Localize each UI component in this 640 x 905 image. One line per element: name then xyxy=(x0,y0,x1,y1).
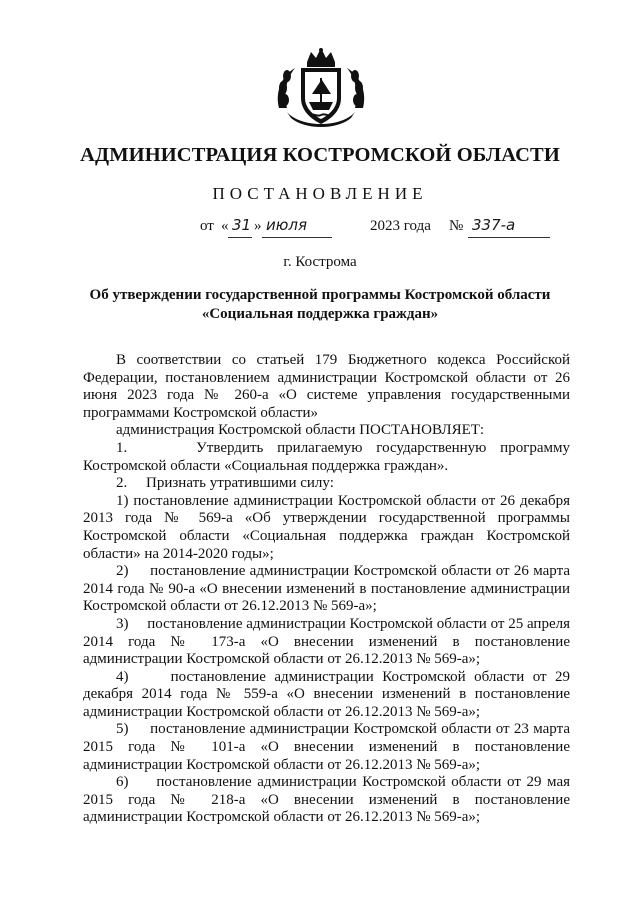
document-title xyxy=(70,286,570,324)
document-type: ПОСТАНОВЛЕНИЕ xyxy=(212,184,428,203)
repealed-item-2: 2) постановление администрации Костромской области от 26 марта 2014 года № 90-а «О внесении изменений в постановление администрации Костромской области от 26.12.2013 № 569-а»; xyxy=(83,563,570,615)
clause-1: 1. Утвердить прилагаемую государственную программу Костромской области «Социальная поддержка граждан». xyxy=(83,439,570,474)
repealed-item-3: 3) постановление администрации Костромской области от 25 апреля 2014 года № 173-а «О внесении изменений в постановление администрации Костромской области от 26.12.2013 № 569-а»; xyxy=(83,615,570,668)
city: г. Кострома xyxy=(283,254,357,270)
handwritten-day: 31 xyxy=(232,216,252,234)
number-underline xyxy=(468,237,550,238)
quote-close: » xyxy=(254,218,262,234)
repealed-item-4: 4) постановление администрации Костромской области от 29 декабря 2014 года № 559-а «О внесении изменений в постановление администрации Костромской области от 26.12.2013 № 569-а»; xyxy=(83,668,570,720)
handwritten-number: 337-а xyxy=(472,216,516,234)
organization-name: АДМИНИСТРАЦИЯ КОСТРОМСКОЙ ОБЛАСТИ xyxy=(80,144,560,166)
day-underline xyxy=(228,237,252,238)
quote-open: « xyxy=(221,218,229,234)
repealed-item-5: 5) постановление администрации Костромской области от 23 марта 2015 года № 101-а «О внесении изменений в постановление администрации Костромской области от 26.12.2013 № 569-а»; xyxy=(83,721,570,773)
title-line-1: Об утверждении государственной программы Костромской области xyxy=(89,287,551,303)
resolution-paragraph: администрация Костромской области ПОСТАНОВЛЯЕТ: xyxy=(116,422,485,439)
title-line-2: «Социальная поддержка граждан» xyxy=(201,306,439,322)
document-body xyxy=(83,352,570,827)
date-line xyxy=(0,216,640,242)
repealed-item-6: 6) постановление администрации Костромской области от 29 мая 2015 года № 218-а «О внесении изменений в постановление администрации Костромской области от 26.12.2013 № 569-а»; xyxy=(83,774,570,826)
clause-2: 2. Признать утратившими силу: xyxy=(116,475,334,492)
coat-of-arms-icon xyxy=(271,48,371,132)
number-sign: № xyxy=(449,218,464,234)
month-underline xyxy=(262,237,332,238)
repealed-item-1: 1) постановление администрации Костромской области от 26 декабря 2013 года № 569-а «Об утверждении государственной программы Костромской области «Социальная поддержка граждан Костромской области» на 2014-2020 годы»; xyxy=(83,492,570,562)
date-prefix: от xyxy=(200,218,214,234)
handwritten-month: июля xyxy=(266,216,307,234)
date-year: 2023 года xyxy=(370,218,431,234)
preamble-paragraph: В соответствии со статьей 179 Бюджетного кодекса Российской Федерации, постановлением администрации Костромской области от 26 июня 2023 года № 260-а «О системе управления государственными программами Костромской области» xyxy=(83,352,570,421)
